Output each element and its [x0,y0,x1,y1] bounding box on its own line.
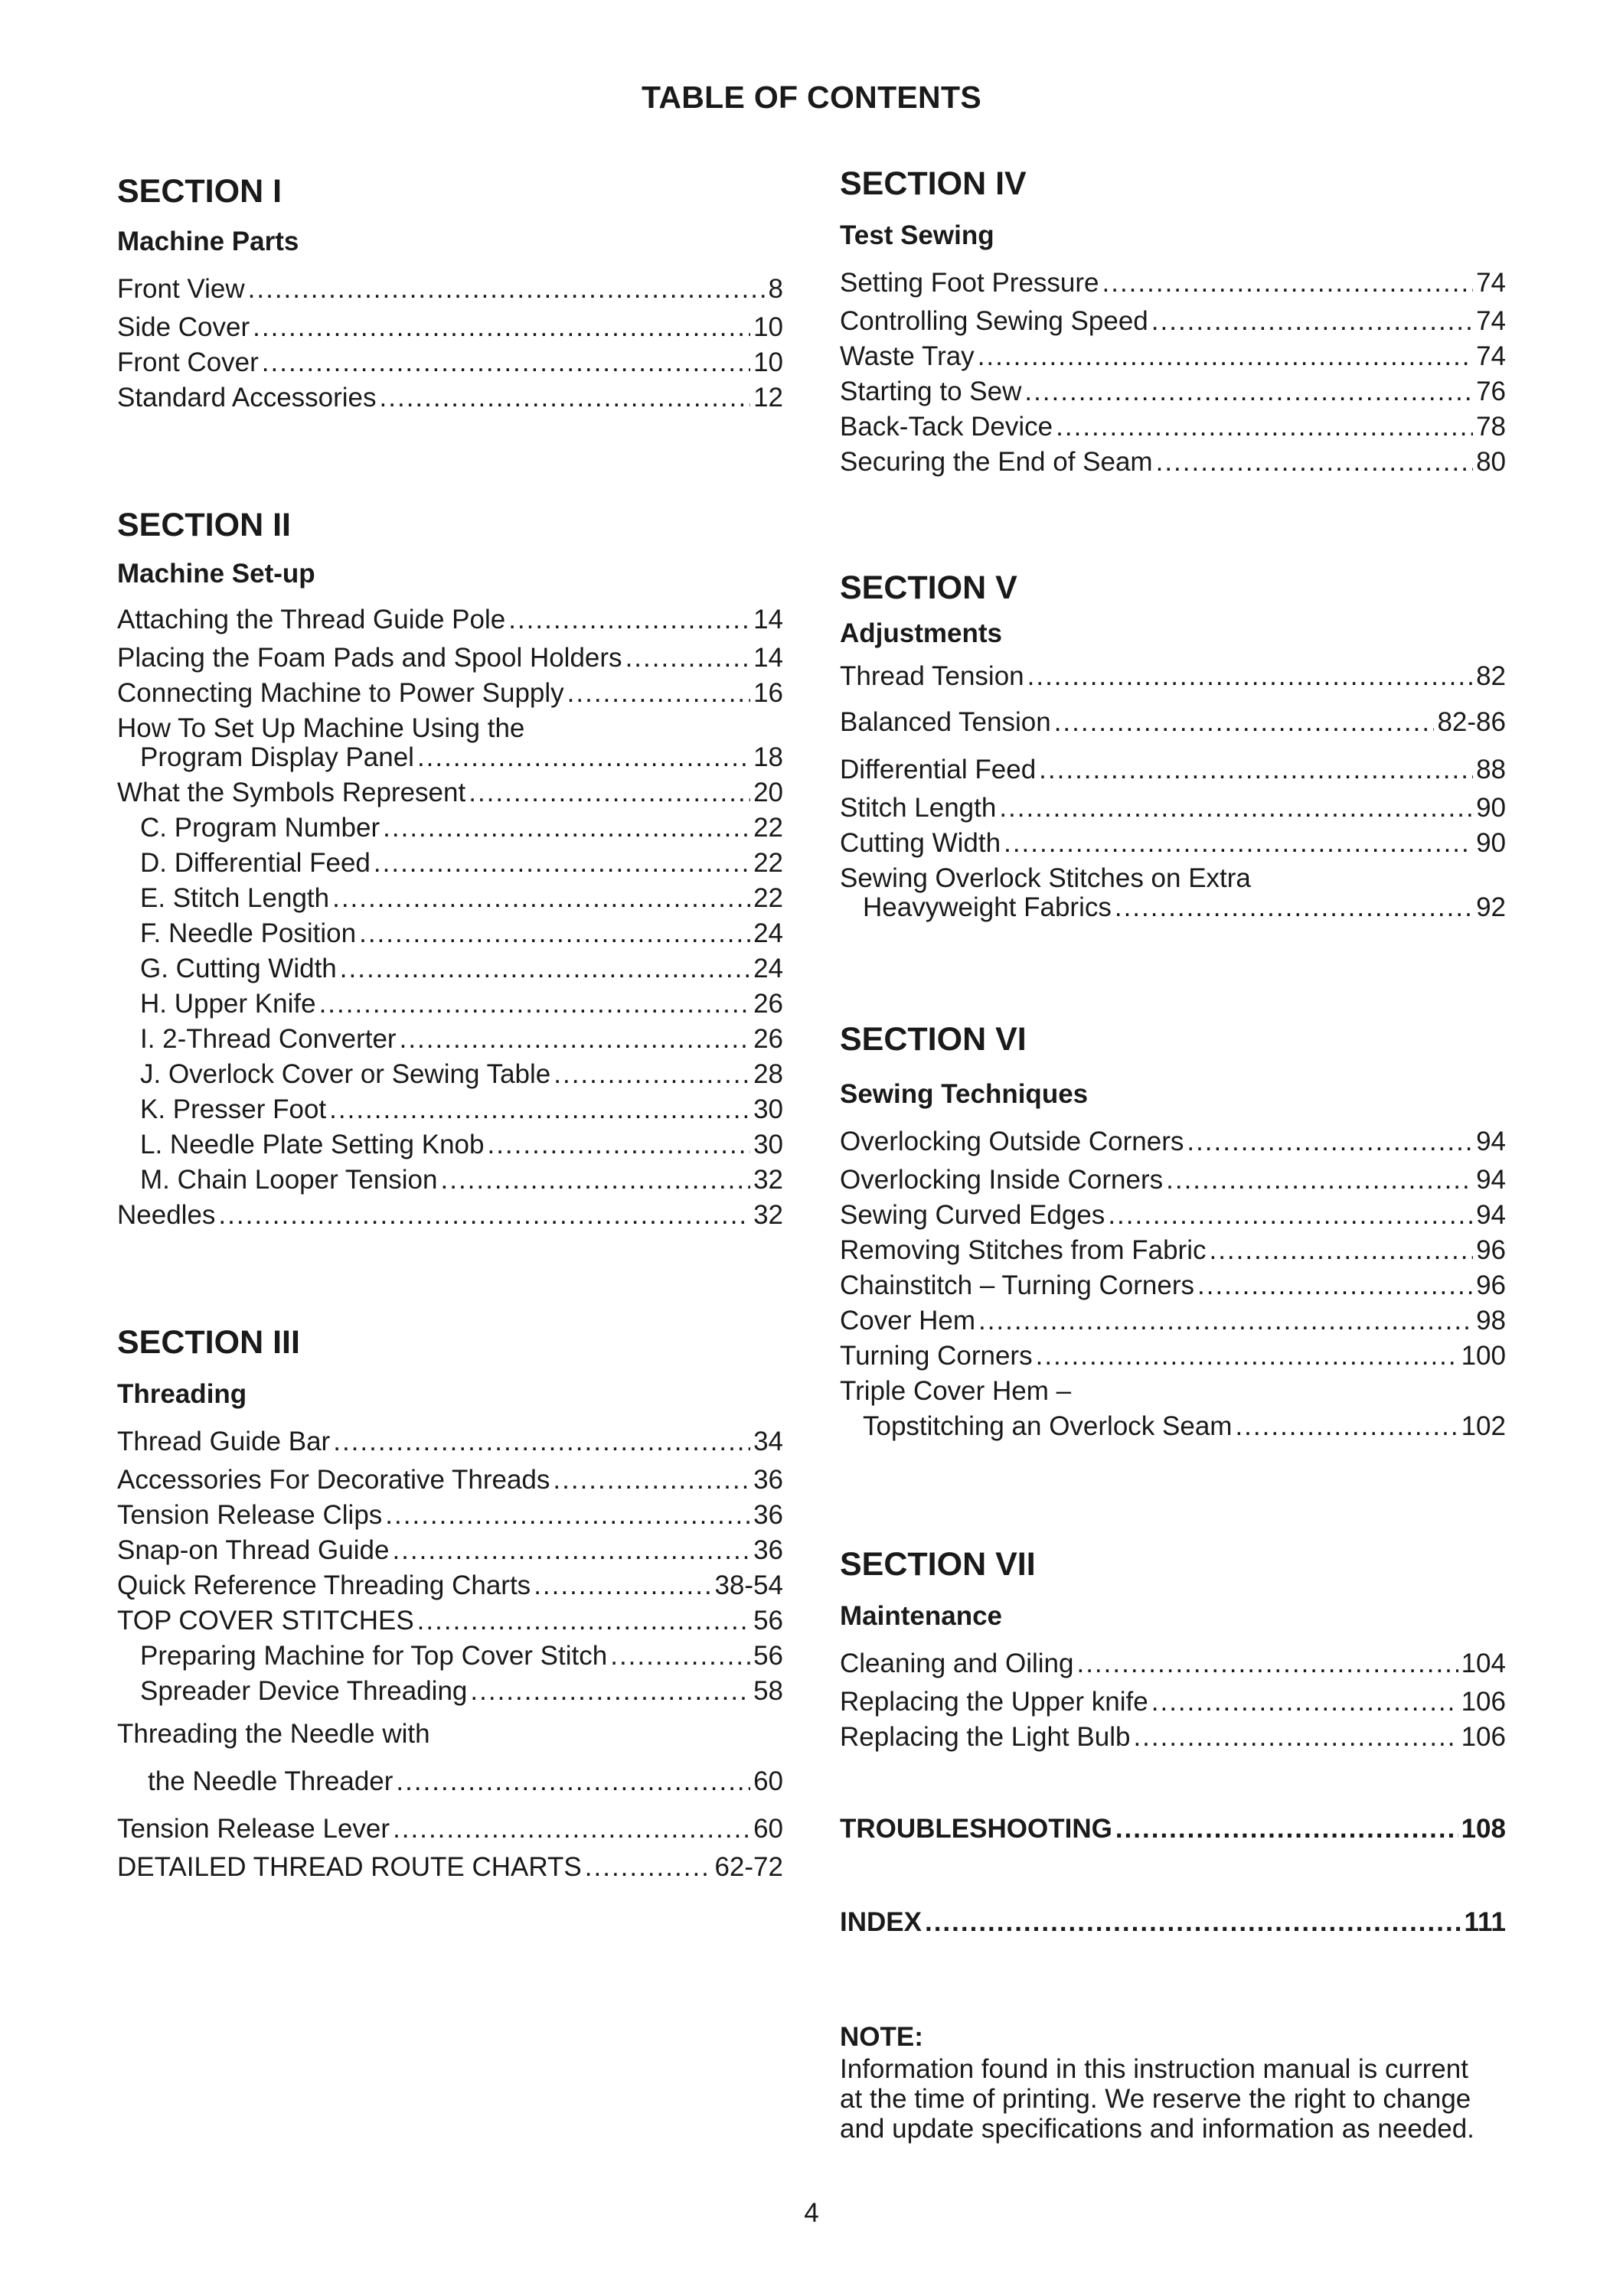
toc-entry[interactable] [140,882,783,915]
entry-page: 74 [1476,306,1506,336]
entry-page: 60 [753,1766,783,1796]
entry-label: Preparing Machine for Top Cover Stitch [140,1641,608,1671]
entry-page: 90 [1476,793,1506,823]
entry-page: 108 [1461,1814,1506,1844]
entry-label: Cutting Width [840,828,1001,858]
entry-label: Tension Release Clips [117,1500,383,1530]
entry-page: 104 [1461,1649,1506,1678]
toc-entry[interactable] [117,776,783,810]
section-subtitle: Test Sewing [840,220,994,250]
dot-leader [999,791,1473,825]
entry-label: Thread Tension [840,661,1024,691]
entry-page: 80 [1476,447,1506,477]
entry-page: 76 [1476,377,1506,406]
entry-label: Topstitching an Overlock Seam [863,1411,1233,1441]
dot-leader [508,603,750,637]
entry-page: 92 [1476,892,1506,922]
toc-entry[interactable] [140,1639,783,1673]
entry-page: 60 [753,1814,783,1844]
entry-label: M. Chain Looper Tension [140,1165,438,1195]
dot-leader [417,1604,750,1638]
entry-label: Removing Stitches from Fabric [840,1235,1207,1265]
toc-entry[interactable] [863,891,1506,925]
entry-page: 36 [753,1535,783,1565]
dot-leader [1209,1234,1473,1267]
entry-page: 32 [753,1165,783,1195]
dot-leader [554,1058,750,1091]
note-heading: NOTE: [840,2022,923,2052]
entry-label: Thread Guide Bar [117,1427,331,1456]
dot-leader [534,1569,711,1603]
dot-leader [359,917,750,951]
toc-entry[interactable] [140,1022,783,1056]
dot-leader [1102,266,1474,300]
entry-page: 90 [1476,828,1506,858]
toc-entry[interactable] [840,827,1506,860]
dot-leader [1004,827,1473,860]
toc-entry[interactable] [840,1234,1506,1267]
entry-page: 98 [1476,1306,1506,1336]
entry-label: What the Symbols Represent [117,778,466,807]
entry-page: 58 [753,1676,783,1706]
toc-entry[interactable] [117,1812,783,1846]
entry-page: 34 [753,1427,783,1456]
entry-page: 24 [753,954,783,983]
entry-page: 14 [753,643,783,673]
section-title: SECTION VII [840,1546,1036,1583]
dot-leader [978,340,1473,373]
entry-label: Turning Corners [840,1341,1033,1371]
entry-page: 26 [753,1024,783,1054]
toc-entry[interactable] [840,375,1506,409]
entry-page: 26 [753,989,783,1019]
section-subtitle: Adjustments [840,618,1002,648]
toc-entry[interactable] [140,952,783,986]
toc-entry[interactable] [140,846,783,880]
entry-label: Heavyweight Fabrics [863,892,1112,922]
dot-leader [1133,1720,1458,1754]
entry-label: K. Presser Foot [140,1094,327,1124]
entry-page: 106 [1461,1687,1506,1717]
dot-leader [1024,375,1473,409]
entry-label: TROUBLESHOOTING [840,1814,1112,1844]
dot-leader [248,272,766,306]
dot-leader [1115,891,1473,925]
dot-leader [340,952,750,986]
entry-label: Standard Accessories [117,383,377,413]
dot-leader [1036,1339,1458,1373]
entry-page: 100 [1461,1341,1506,1371]
toc-entry[interactable] [840,1163,1506,1197]
entry-page: 106 [1461,1722,1506,1752]
entry-label: Waste Tray [840,341,975,371]
entry-page: 36 [753,1500,783,1530]
entry-label: Accessories For Decorative Threads [117,1465,550,1495]
toc-entry[interactable] [117,1534,783,1567]
toc-entry[interactable] [840,753,1506,787]
toc-entry[interactable] [140,987,783,1021]
entry-label: Setting Foot Pressure [840,268,1099,298]
entry-label: Overlocking Outside Corners [840,1127,1184,1156]
entry-page: 18 [753,742,783,772]
index-entry[interactable] [840,1906,1506,1939]
entry-page: 56 [753,1606,783,1636]
entry-label: the Needle Threader [148,1766,394,1796]
entry-page: 16 [753,678,783,708]
toc-entry[interactable] [140,1675,783,1708]
dot-leader [1151,305,1473,338]
toc-entry[interactable] [117,1425,783,1459]
troubleshooting-entry[interactable] [840,1812,1506,1846]
entry-page: 94 [1476,1165,1506,1195]
entry-label: DETAILED THREAD ROUTE CHARTS [117,1852,582,1882]
toc-entry[interactable] [840,1269,1506,1303]
dot-leader [625,641,751,675]
toc-entry[interactable] [117,272,783,306]
note-line: Information found in this instruction manual is current [840,2054,1468,2084]
toc-entry[interactable] [117,311,783,344]
dot-leader [567,677,750,710]
dot-leader [1054,706,1435,739]
dot-leader [1115,1812,1458,1846]
dot-leader [374,846,750,880]
toc-entry[interactable] [117,346,783,380]
dot-leader [1187,1125,1473,1159]
entry-page: 111 [1464,1907,1506,1937]
entry-page: 30 [753,1130,783,1159]
entry-label: F. Needle Position [140,918,357,948]
entry-page: 22 [753,813,783,843]
entry-label: Differential Feed [840,755,1037,784]
toc-entry-line: Sewing Overlock Stitches on Extra [840,863,1251,893]
entry-page: 22 [753,883,783,913]
toc-entry[interactable] [140,1128,783,1162]
dot-leader [469,776,750,810]
entry-label: H. Upper Knife [140,989,316,1019]
dot-leader [470,1675,750,1708]
toc-entry[interactable] [117,1199,783,1232]
toc-entry[interactable] [840,266,1506,300]
toc-entry[interactable] [140,1058,783,1091]
entry-label: Quick Reference Threading Charts [117,1570,531,1600]
dot-leader [393,1812,750,1846]
entry-label: Controlling Sewing Speed [840,306,1148,336]
toc-entry[interactable] [117,381,783,415]
entry-label: Replacing the Light Bulb [840,1722,1131,1752]
dot-leader [585,1851,712,1884]
entry-page: 74 [1476,341,1506,371]
section-title: SECTION I [117,173,282,210]
entry-label: Cleaning and Oiling [840,1649,1074,1678]
entry-page: 12 [753,383,783,413]
toc-entry[interactable] [140,741,783,775]
entry-label: G. Cutting Width [140,954,337,983]
dot-leader [553,1463,750,1497]
section-subtitle: Threading [117,1379,247,1409]
entry-page: 20 [753,778,783,807]
section-subtitle: Machine Parts [117,227,299,256]
entry-page: 94 [1476,1200,1506,1230]
entry-label: Connecting Machine to Power Supply [117,678,564,708]
toc-entry-line: Triple Cover Hem – [840,1376,1072,1406]
toc-entry[interactable] [117,1851,783,1884]
dot-leader [1108,1199,1473,1232]
toc-entry[interactable] [840,1304,1506,1338]
toc-entry[interactable] [117,677,783,710]
entry-page: 94 [1476,1127,1506,1156]
toc-entry[interactable] [840,410,1506,444]
dot-leader [262,346,750,380]
entry-label: INDEX [840,1907,922,1937]
entry-label: Chainstitch – Turning Corners [840,1270,1194,1300]
page-number: 4 [804,2198,819,2228]
toc-entry[interactable] [117,1569,783,1603]
dot-leader [1151,1685,1458,1719]
entry-label: J. Overlock Cover or Sewing Table [140,1059,551,1089]
dot-leader [417,741,750,775]
entry-label: E. Stitch Length [140,883,330,913]
entry-page: 74 [1476,268,1506,298]
toc-entry[interactable] [840,1339,1506,1373]
dot-leader [218,1199,750,1232]
toc-entry[interactable] [840,1685,1506,1719]
entry-page: 32 [753,1200,783,1230]
entry-label: Sewing Curved Edges [840,1200,1105,1230]
dot-leader [610,1639,750,1673]
toc-entry[interactable] [117,1604,783,1638]
entry-page: 14 [753,605,783,634]
entry-label: Balanced Tension [840,707,1051,737]
section-title: SECTION II [117,507,291,543]
entry-page: 78 [1476,412,1506,442]
entry-page: 28 [753,1059,783,1089]
toc-entry[interactable] [840,340,1506,373]
entry-page: 36 [753,1465,783,1495]
toc-entry[interactable] [840,791,1506,825]
entry-page: 24 [753,918,783,948]
section-title: SECTION IV [840,165,1027,202]
section-subtitle: Sewing Techniques [840,1079,1089,1109]
entry-label: Front View [117,274,245,304]
toc-entry-line: How To Set Up Machine Using the [117,713,525,743]
entry-page: 88 [1476,755,1506,784]
toc-entry[interactable] [117,603,783,637]
entry-page: 96 [1476,1270,1506,1300]
dot-leader [1039,753,1473,787]
toc-entry[interactable] [148,1765,783,1799]
entry-label: Attaching the Thread Guide Pole [117,605,506,634]
entry-label: Needles [117,1200,216,1230]
entry-page: 62-72 [714,1852,783,1882]
dot-leader [1197,1269,1473,1303]
entry-label: Cover Hem [840,1306,975,1336]
toc-entry[interactable] [140,1093,783,1127]
toc-entry[interactable] [840,1199,1506,1232]
entry-label: Tension Release Lever [117,1814,390,1844]
dot-leader [441,1163,751,1197]
entry-label: Overlocking Inside Corners [840,1165,1164,1195]
page-title: TABLE OF CONTENTS [642,80,981,115]
entry-label: Spreader Device Threading [140,1676,468,1706]
toc-entry[interactable] [117,641,783,675]
toc-entry[interactable] [840,445,1506,479]
entry-label: Stitch Length [840,793,997,823]
entry-page: 22 [753,848,783,878]
dot-leader [392,1534,750,1567]
toc-entry[interactable] [840,660,1506,693]
section-subtitle: Machine Set-up [117,559,315,589]
entry-label: Securing the End of Seam [840,447,1153,477]
toc-entry[interactable] [863,1410,1506,1443]
entry-label: C. Program Number [140,813,380,843]
entry-label: Front Cover [117,347,259,377]
toc-entry-line: Threading the Needle with [117,1719,430,1749]
dot-leader [1056,410,1473,444]
entry-label: Program Display Panel [140,742,414,772]
dot-leader [329,1093,750,1127]
entry-label: D. Differential Feed [140,848,371,878]
entry-page: 8 [768,274,783,304]
toc-entry[interactable] [840,706,1506,739]
entry-page: 38-54 [714,1570,783,1600]
entry-label: Replacing the Upper knife [840,1687,1148,1717]
dot-leader [925,1906,1461,1939]
entry-label: L. Needle Plate Setting Knob [140,1130,485,1159]
entry-page: 82-86 [1437,707,1506,737]
note-body [840,2054,1506,2144]
note-line: at the time of printing. We reserve the right to change [840,2084,1471,2114]
dot-leader [978,1304,1473,1338]
dot-leader [333,1425,750,1459]
section-title: SECTION V [840,569,1017,606]
toc-entry[interactable] [140,917,783,951]
dot-leader [1166,1163,1473,1197]
entry-page: 10 [753,347,783,377]
toc-entry[interactable] [140,1163,783,1197]
entry-page: 30 [753,1094,783,1124]
section-subtitle: Maintenance [840,1601,1002,1631]
entry-page: 56 [753,1641,783,1671]
toc-entry[interactable] [840,1720,1506,1754]
entry-label: Starting to Sew [840,377,1022,406]
dot-leader [1156,445,1473,479]
section-title: SECTION VI [840,1021,1027,1058]
entry-label: Snap-on Thread Guide [117,1535,390,1565]
dot-leader [400,1022,750,1056]
toc-entry[interactable] [117,1463,783,1497]
entry-page: 82 [1476,661,1506,691]
entry-label: Placing the Foam Pads and Spool Holders [117,643,622,673]
dot-leader [385,1499,750,1532]
dot-leader [332,882,750,915]
entry-page: 96 [1476,1235,1506,1265]
toc-entry[interactable] [840,305,1506,338]
dot-leader [253,311,750,344]
entry-label: Back-Tack Device [840,412,1053,442]
dot-leader [1076,1647,1458,1681]
toc-entry[interactable] [840,1125,1506,1159]
toc-entry[interactable] [840,1647,1506,1681]
dot-leader [383,811,750,845]
dot-leader [1235,1410,1458,1443]
note-line: and update specifications and information as needed. [840,2114,1474,2144]
dot-leader [380,381,751,415]
dot-leader [487,1128,750,1162]
entry-page: 10 [753,312,783,342]
entry-label: TOP COVER STITCHES [117,1606,414,1636]
entry-page: 102 [1461,1411,1506,1441]
dot-leader [319,987,751,1021]
dot-leader [1027,660,1473,693]
dot-leader [396,1765,750,1799]
entry-label: I. 2-Thread Converter [140,1024,397,1054]
toc-entry[interactable] [117,1499,783,1532]
section-title: SECTION III [117,1324,300,1361]
toc-entry[interactable] [140,811,783,845]
entry-label: Side Cover [117,312,250,342]
